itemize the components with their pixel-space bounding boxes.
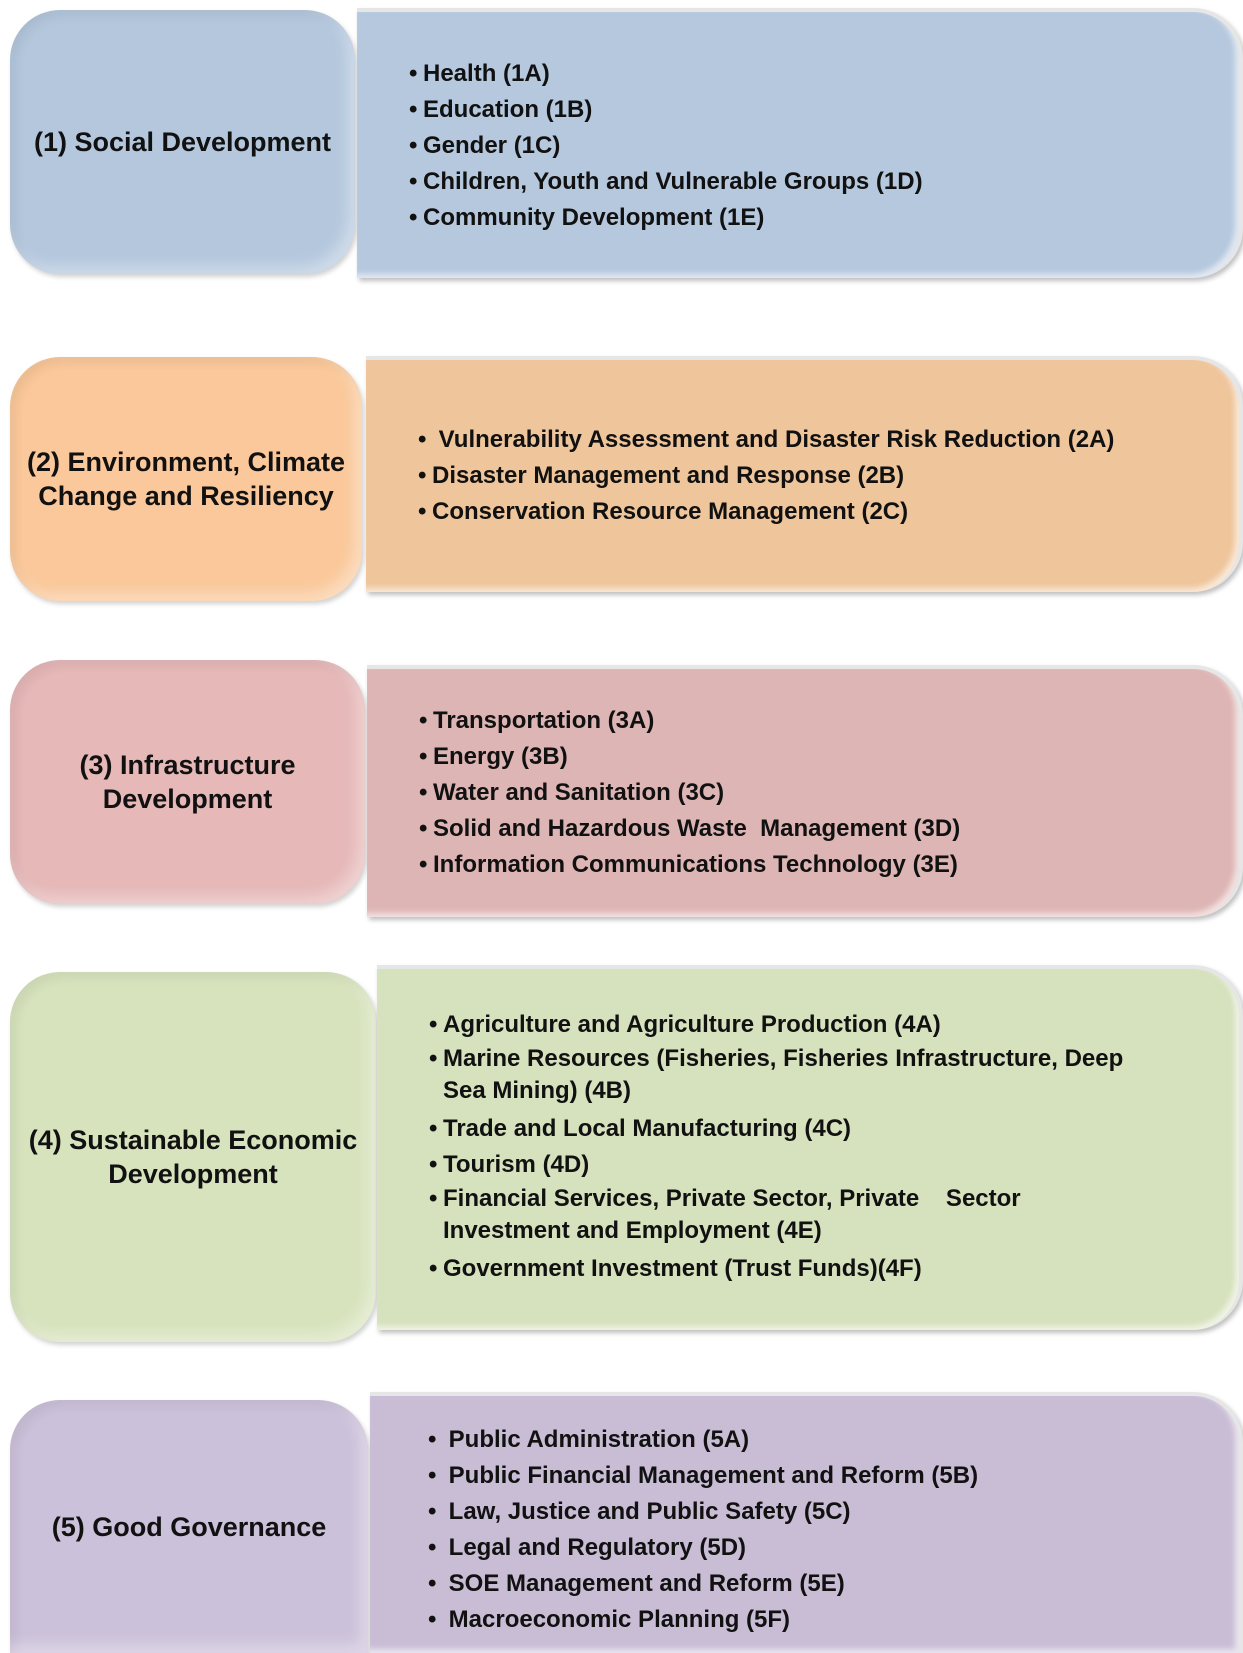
pillar-content-4 xyxy=(377,965,1243,1330)
pillar-items-4 xyxy=(429,1007,1129,1287)
list-item: • Information Communications Technology (3E) xyxy=(419,851,958,878)
list-item: • Agriculture and Agriculture Production (4A) xyxy=(429,1011,941,1038)
pillar-content-1 xyxy=(357,8,1243,278)
list-item: • Government Investment (Trust Funds)(4F) xyxy=(429,1255,922,1282)
list-item: • Macroeconomic Planning (5F) xyxy=(428,1606,791,1633)
list-item: • Health (1A) xyxy=(409,60,550,87)
list-item: • Children, Youth and Vulnerable Groups (1D) xyxy=(409,168,923,195)
pillar-items-2 xyxy=(418,422,1239,530)
list-item: • Solid and Hazardous Waste Management (3D) xyxy=(419,815,961,842)
pillar-label-3: (3) Infrastructure Development xyxy=(10,660,365,904)
list-item: • Disaster Management and Response (2B) xyxy=(418,462,905,489)
pillar-label-5: (5) Good Governance xyxy=(10,1400,368,1653)
list-item: • Community Development (1E) xyxy=(409,204,765,231)
list-item: • Public Financial Management and Reform (5B) xyxy=(428,1462,979,1489)
list-item: • Legal and Regulatory (5D) xyxy=(428,1534,747,1561)
pillar-content-2 xyxy=(366,356,1243,592)
pillar-label-1: (1) Social Development xyxy=(10,10,355,274)
pillar-items-3 xyxy=(419,703,1239,883)
list-item: • SOE Management and Reform (5E) xyxy=(428,1570,845,1597)
list-item: • Trade and Local Manufacturing (4C) xyxy=(429,1115,852,1142)
pillar-items-1 xyxy=(409,56,1239,236)
list-item: • Transportation (3A) xyxy=(419,707,655,734)
list-item: • Conservation Resource Management (2C) xyxy=(418,498,909,525)
list-item: • Law, Justice and Public Safety (5C) xyxy=(428,1498,851,1525)
list-item: • Water and Sanitation (3C) xyxy=(419,779,725,806)
pillar-label-2: (2) Environment, Climate Change and Resiliency xyxy=(10,357,362,601)
list-item: • Gender (1C) xyxy=(409,132,561,159)
list-item: • Financial Services, Private Sector, Private Sector Investment and Employment (4E) xyxy=(429,1185,1028,1244)
pillar-label-4: (4) Sustainable Economic Development xyxy=(10,972,376,1342)
pillar-content-5 xyxy=(370,1392,1243,1653)
list-item: • Education (1B) xyxy=(409,96,593,123)
list-item: • Tourism (4D) xyxy=(429,1151,590,1178)
pillar-content-3 xyxy=(367,665,1243,917)
list-item: • Marine Resources (Fisheries, Fisheries Infrastructure, Deep Sea Mining) (4B) xyxy=(429,1045,1130,1104)
list-item: • Public Administration (5A) xyxy=(428,1426,750,1453)
list-item: • Vulnerability Assessment and Disaster Risk Reduction (2A) xyxy=(418,426,1115,453)
pillar-items-5 xyxy=(428,1422,1239,1638)
list-item: • Energy (3B) xyxy=(419,743,568,770)
